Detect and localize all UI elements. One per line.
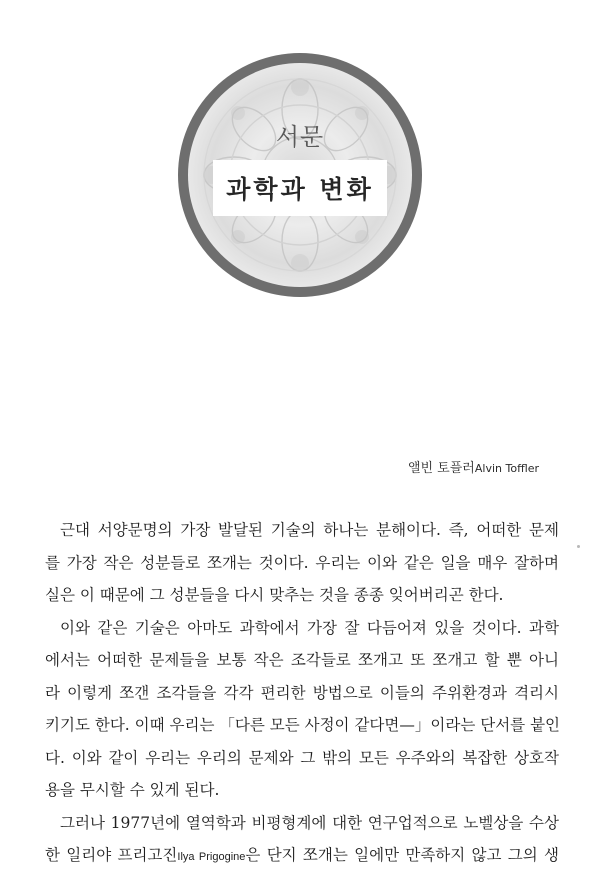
paper-speck bbox=[577, 545, 580, 548]
paragraph-line: 실은 이 때문에 그 성분들을 다시 맞추는 것을 종종 잊어버리곤 한다. bbox=[45, 586, 504, 604]
author-name-latin: Alvin Toffler bbox=[474, 462, 539, 475]
paragraph-line: 이와 같은 기술은 아마도 과학에서 가장 잘 다듬어져 있을 것이다. 과학 bbox=[60, 618, 559, 637]
author-name-korean: 앨빈 토플러 bbox=[407, 461, 475, 476]
paragraph-line: 를 가장 작은 성분들로 쪼개는 것이다. 우리는 이와 같은 일을 매우 잘하며 bbox=[45, 553, 559, 572]
chapter-label: 서문 bbox=[275, 123, 325, 151]
paragraph-line bbox=[45, 839, 559, 872]
chapter-title: 과학과 변화 bbox=[226, 175, 374, 204]
paragraph-line: 키기도 한다. 이때 우리는 「다른 모든 사정이 같다면—」이라는 단서를 붙인 bbox=[45, 716, 561, 734]
paragraph-line: 라 이렇게 쪼갠 조각들을 각각 편리한 방법으로 이들의 주위환경과 격리시 bbox=[45, 683, 559, 702]
paragraph-line: 에서는 어떠한 문제들을 보통 작은 조각들로 쪼개고 또 쪼개고 할 뿐 아니 bbox=[45, 651, 559, 669]
paragraph-text: 한 일리야 프리고진 bbox=[45, 846, 178, 864]
body-text bbox=[45, 514, 559, 872]
paragraph-line: 용을 무시할 수 있게 된다. bbox=[45, 781, 220, 799]
paragraph-line: 다. 이와 같이 우리는 우리의 문제와 그 밖의 모든 우주와의 복잡한 상호작 bbox=[45, 748, 559, 767]
person-name-latin: Ilya Prigogine bbox=[177, 851, 246, 863]
paragraph-text: 은 단지 쪼개는 일에만 만족하지 않고 그의 생 bbox=[245, 846, 560, 864]
chapter-title-band bbox=[213, 160, 387, 216]
paragraph-line: 근대 서양문명의 가장 발달된 기술의 하나는 분해이다. 즉, 어떠한 문제 bbox=[60, 521, 559, 539]
paragraph-line: 그러나 1977년에 열역학과 비평형계에 대한 연구업적으로 노벨상을 수상 bbox=[60, 813, 559, 832]
author-credit bbox=[408, 457, 539, 476]
